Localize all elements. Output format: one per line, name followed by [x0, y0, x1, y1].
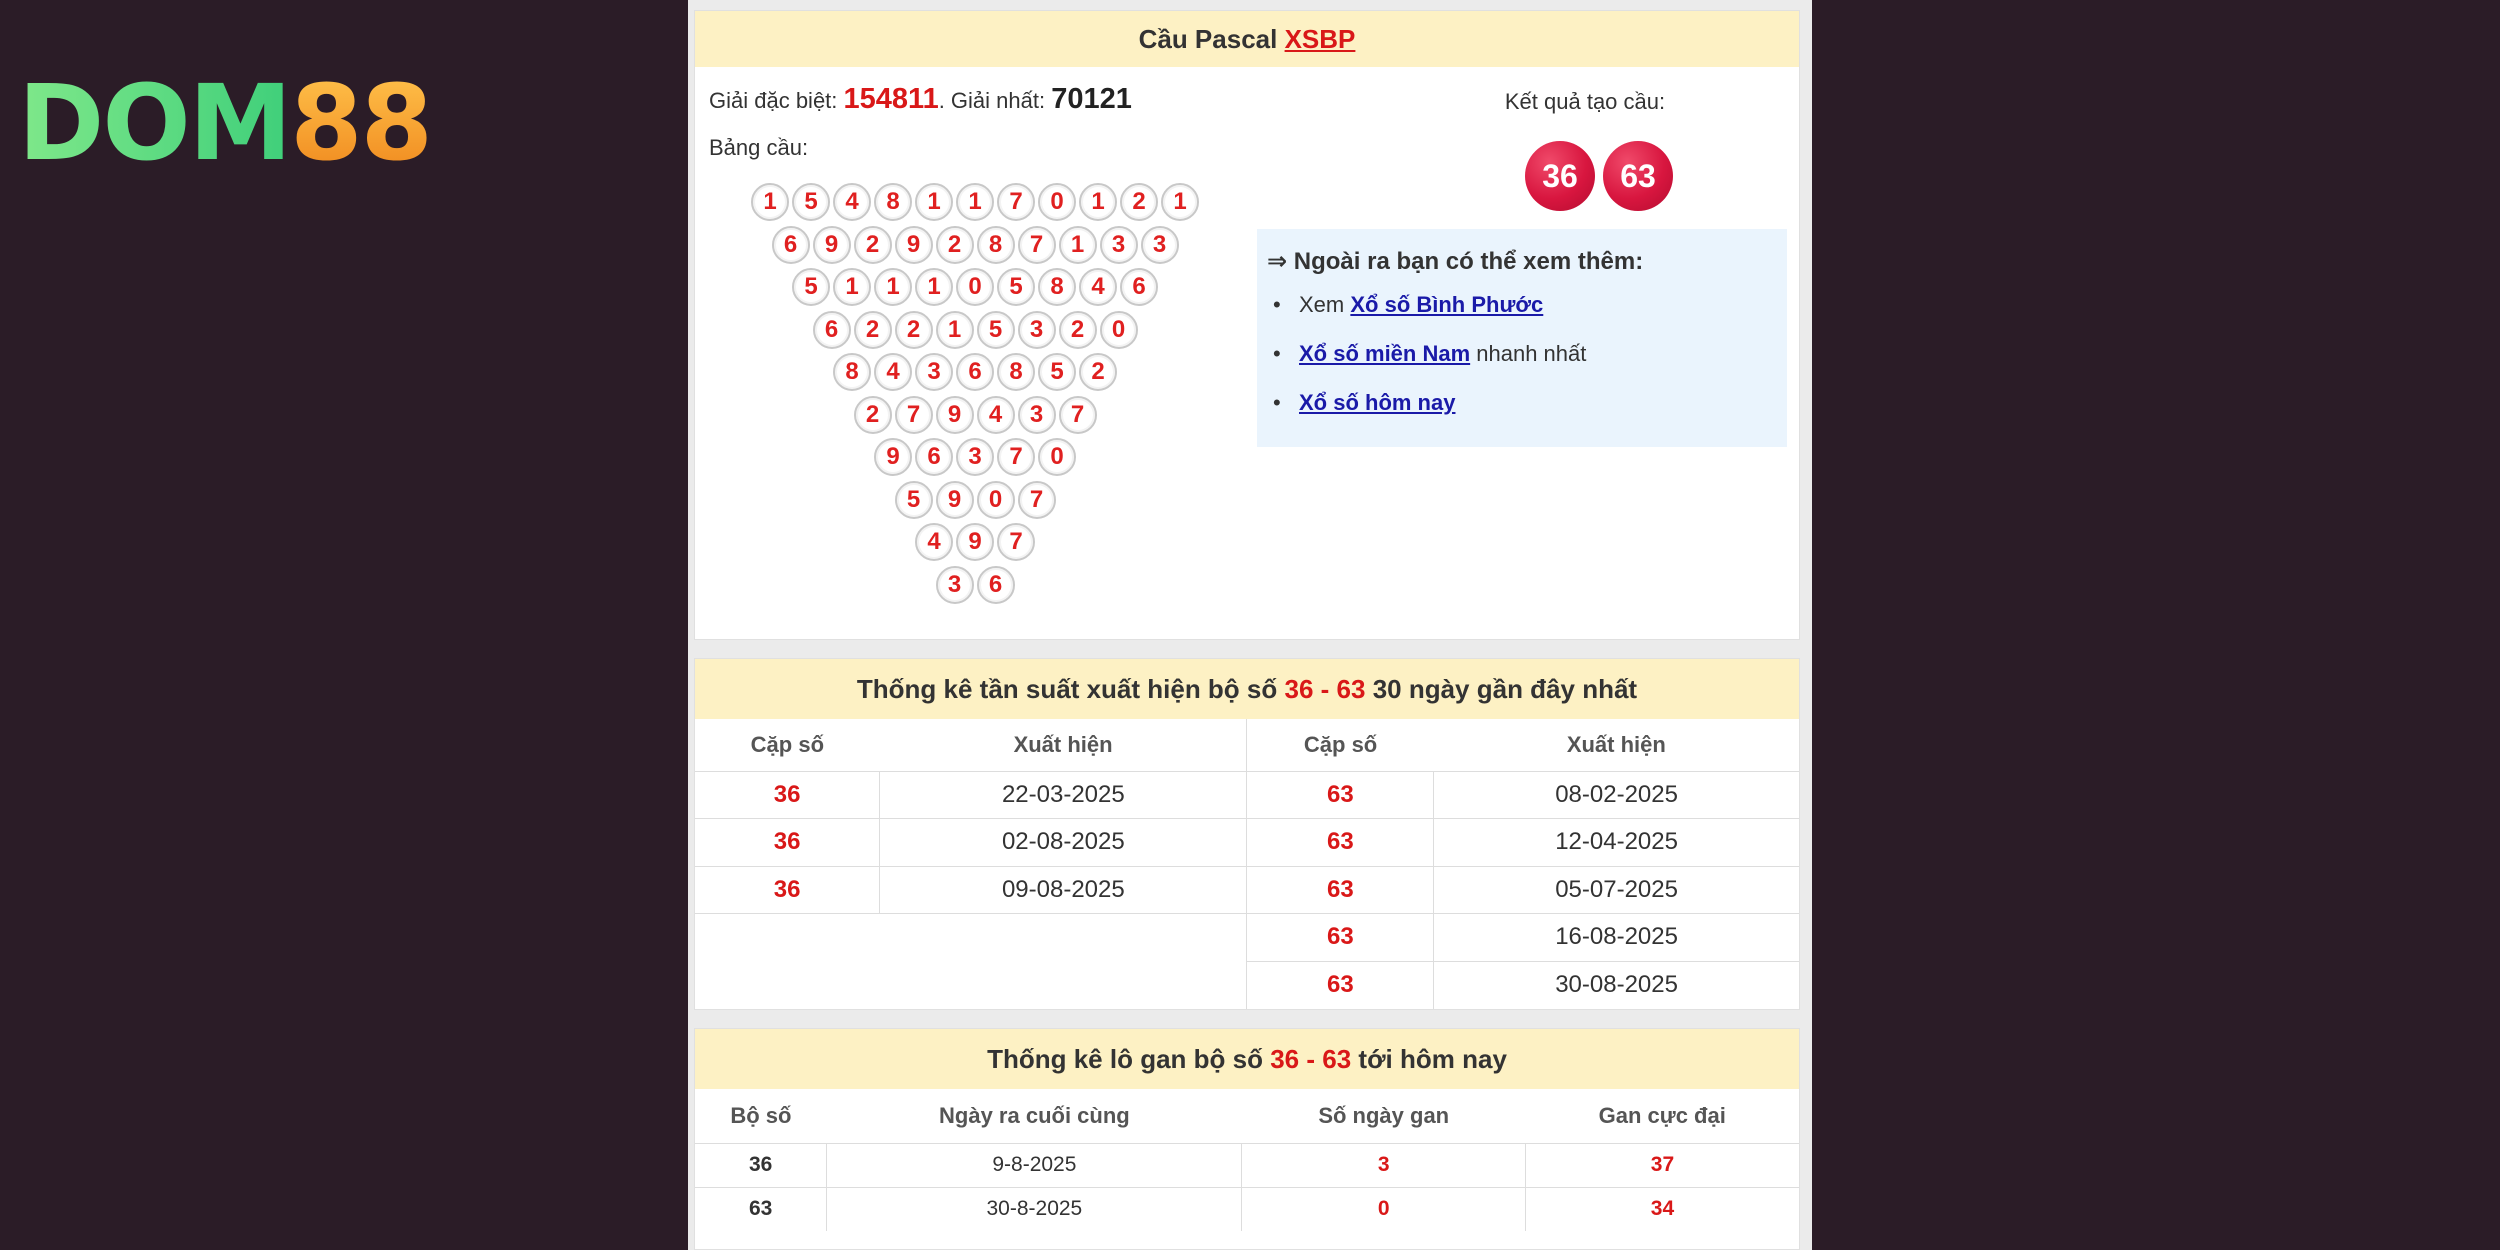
lo-gan-title: [695, 1029, 1799, 1089]
col-pair-right: Cặp số: [1247, 719, 1434, 771]
pyramid-digit: 5: [977, 311, 1015, 349]
pyramid-digit: 8: [874, 183, 912, 221]
link-hom-nay[interactable]: Xổ số hôm nay: [1299, 390, 1456, 415]
dom88-logo[interactable]: [18, 62, 431, 184]
pyramid-digit: 2: [1079, 353, 1117, 391]
see-more-item: [1267, 388, 1777, 437]
pyramid-digit: 7: [1018, 481, 1056, 519]
pascal-panel: [694, 10, 1800, 640]
frequency-header-row: [695, 719, 1799, 771]
pascal-title: [695, 11, 1799, 67]
pyramid-digit: 0: [1038, 183, 1076, 221]
pyramid-digit: 7: [997, 523, 1035, 561]
pyramid-row: [695, 226, 1255, 269]
bo-so-cell: 63: [748, 1197, 773, 1221]
lo-gan-table: [695, 1089, 1799, 1231]
pyramid-digit: 1: [915, 268, 953, 306]
content-column: [688, 0, 1812, 1250]
days-gan-cell: 0: [1242, 1187, 1525, 1231]
pair-cell: 63: [1247, 961, 1434, 1009]
pyramid-digit: 2: [936, 226, 974, 264]
pyramid-digit: 8: [833, 353, 871, 391]
see-more-title: ⇒ Ngoài ra bạn có thể xem thêm:: [1267, 248, 1644, 275]
frequency-panel: [694, 658, 1800, 1010]
pyramid-row: [695, 183, 1255, 226]
pyramid-row: [695, 481, 1255, 524]
pyramid-digit: 1: [915, 183, 953, 221]
result-label: Kết quả tạo cầu:: [1504, 89, 1666, 114]
pyramid-digit: 1: [1059, 226, 1097, 264]
days-gan-cell: 3: [1242, 1143, 1525, 1187]
pyramid-row: [695, 268, 1255, 311]
pyramid-digit: 2: [854, 226, 892, 264]
pyramid-digit: 2: [854, 396, 892, 434]
col-last-date: Ngày ra cuối cùng: [827, 1089, 1242, 1143]
pair-cell: 63: [1247, 771, 1434, 819]
pyramid-digit: 3: [915, 353, 953, 391]
pyramid-digit: 9: [936, 396, 974, 434]
pyramid-digit: 1: [1161, 183, 1199, 221]
pyramid-digit: 2: [1059, 311, 1097, 349]
pyramid-digit: 7: [1018, 226, 1056, 264]
pyramid-digit: 7: [997, 438, 1035, 476]
pyramid-digit: 4: [977, 396, 1015, 434]
see-more-item: [1267, 339, 1777, 388]
frequency-table: [695, 719, 1799, 1009]
date-cell: 12-04-2025: [1434, 819, 1799, 867]
pyramid-row: [695, 438, 1255, 481]
pyramid-digit: 3: [1100, 226, 1138, 264]
pyramid-digit: 9: [813, 226, 851, 264]
xsbp-link[interactable]: XSBP: [1284, 24, 1356, 54]
see-more-prefix: Xem: [1299, 292, 1351, 317]
pyramid-digit: 9: [874, 438, 912, 476]
lo-gan-title-suffix: tới hôm nay: [1358, 1044, 1507, 1074]
table-row: [695, 771, 1799, 819]
see-more-suffix: nhanh nhất: [1470, 341, 1587, 366]
pyramid-digit: 7: [895, 396, 933, 434]
table-row: [695, 1187, 1799, 1231]
pyramid-digit: 2: [895, 311, 933, 349]
date-cell: 08-02-2025: [1434, 771, 1799, 819]
date-cell: 30-08-2025: [1434, 961, 1799, 1009]
table-row: [695, 914, 1799, 962]
col-bo-so: Bộ số: [695, 1089, 827, 1143]
date-cell: 16-08-2025: [1434, 914, 1799, 962]
table-row: [695, 819, 1799, 867]
first-prize-label: . Giải nhất:: [938, 88, 1046, 113]
table-row: [695, 1143, 1799, 1187]
lo-gan-title-prefix: Thống kê lô gan bộ số: [987, 1044, 1263, 1074]
pascal-pyramid: [695, 183, 1255, 608]
pyramid-digit: 6: [813, 311, 851, 349]
result-balls: [1449, 141, 1749, 211]
pascal-table-label: Bảng cầu:: [709, 135, 809, 160]
pair-cell: 63: [1247, 914, 1434, 962]
pyramid-digit: 3: [956, 438, 994, 476]
pyramid-digit: 8: [1038, 268, 1076, 306]
pyramid-digit: 9: [936, 481, 974, 519]
logo-text-88: 88: [290, 62, 431, 184]
pyramid-row: [695, 311, 1255, 354]
pyramid-digit: 6: [1120, 268, 1158, 306]
frequency-title-suffix: 30 ngày gần đây nhất: [1372, 674, 1638, 704]
pyramid-digit: 5: [792, 183, 830, 221]
col-seen-right: Xuất hiện: [1434, 719, 1799, 771]
pyramid-digit: 2: [1120, 183, 1158, 221]
pyramid-digit: 1: [936, 311, 974, 349]
see-more-list: [1267, 290, 1777, 437]
pyramid-digit: 9: [956, 523, 994, 561]
col-days-gan: Số ngày gan: [1242, 1089, 1525, 1143]
pyramid-digit: 8: [977, 226, 1015, 264]
pascal-title-text: Cầu Pascal: [1138, 24, 1278, 54]
pyramid-digit: 6: [915, 438, 953, 476]
pyramid-digit: 6: [772, 226, 810, 264]
pyramid-digit: 1: [874, 268, 912, 306]
pyramid-digit: 1: [751, 183, 789, 221]
first-prize-value: 70121: [1051, 83, 1132, 115]
pyramid-row: [695, 523, 1255, 566]
pyramid-digit: 4: [874, 353, 912, 391]
pyramid-digit: 1: [833, 268, 871, 306]
pyramid-digit: 7: [1059, 396, 1097, 434]
date-cell: 05-07-2025: [1434, 866, 1799, 914]
pyramid-row: [695, 566, 1255, 609]
empty-cell: [695, 961, 1247, 1009]
pyramid-digit: 5: [997, 268, 1035, 306]
max-gan-cell: 34: [1525, 1187, 1799, 1231]
pyramid-digit: 3: [1018, 396, 1056, 434]
pyramid-digit: 6: [977, 566, 1015, 604]
pair-cell: 63: [1247, 866, 1434, 914]
see-more-box: [1257, 229, 1787, 447]
date-cell: 09-08-2025: [880, 866, 1247, 914]
lo-gan-title-pair: 36 - 63: [1270, 1044, 1352, 1074]
pyramid-digit: 5: [792, 268, 830, 306]
pyramid-digit: 9: [895, 226, 933, 264]
pyramid-row: [695, 353, 1255, 396]
logo-text-dom: DOM: [18, 62, 291, 184]
pair-cell: 36: [695, 771, 880, 819]
pyramid-digit: 0: [956, 268, 994, 306]
col-seen-left: Xuất hiện: [880, 719, 1247, 771]
result-ball: 36: [1525, 141, 1595, 211]
see-more-item: [1267, 290, 1777, 339]
frequency-title-pair: 36 - 63: [1284, 674, 1366, 704]
lo-gan-header-row: [695, 1089, 1799, 1143]
special-prize-label: Giải đặc biệt:: [709, 88, 838, 113]
empty-cell: [695, 914, 1247, 962]
last-date-cell: 30-8-2025: [827, 1187, 1242, 1231]
pyramid-digit: 1: [1079, 183, 1117, 221]
pyramid-digit: 4: [833, 183, 871, 221]
max-gan-cell: 37: [1525, 1143, 1799, 1187]
result-ball: 63: [1603, 141, 1673, 211]
prize-line: [709, 83, 1132, 116]
col-pair-left: Cặp số: [695, 719, 880, 771]
pyramid-digit: 4: [1079, 268, 1117, 306]
pair-cell: 63: [1247, 819, 1434, 867]
pair-cell: 36: [695, 866, 880, 914]
table-row: [695, 961, 1799, 1009]
pyramid-digit: 0: [1038, 438, 1076, 476]
pyramid-digit: 6: [956, 353, 994, 391]
date-cell: 02-08-2025: [880, 819, 1247, 867]
special-prize-value: 154811: [843, 83, 939, 115]
pyramid-digit: 3: [1018, 311, 1056, 349]
link-mien-nam[interactable]: Xổ số miền Nam: [1299, 341, 1471, 366]
table-row: [695, 866, 1799, 914]
frequency-title: [695, 659, 1799, 719]
pyramid-digit: 0: [977, 481, 1015, 519]
pyramid-digit: 4: [915, 523, 953, 561]
lo-gan-panel: [694, 1028, 1800, 1250]
pyramid-digit: 0: [1100, 311, 1138, 349]
date-cell: 22-03-2025: [880, 771, 1247, 819]
pyramid-digit: 8: [997, 353, 1035, 391]
pyramid-digit: 3: [936, 566, 974, 604]
pyramid-digit: 5: [1038, 353, 1076, 391]
link-binh-phuoc[interactable]: Xổ số Bình Phước: [1350, 292, 1544, 317]
pyramid-digit: 3: [1141, 226, 1179, 264]
bo-so-cell: 36: [695, 1143, 827, 1187]
frequency-title-prefix: Thống kê tần suất xuất hiện bộ số: [856, 674, 1278, 704]
pyramid-digit: 2: [854, 311, 892, 349]
pair-cell: 36: [695, 819, 880, 867]
pyramid-digit: 5: [895, 481, 933, 519]
pyramid-digit: 7: [997, 183, 1035, 221]
pyramid-row: [695, 396, 1255, 439]
pyramid-digit: 1: [956, 183, 994, 221]
col-max-gan: Gan cực đại: [1525, 1089, 1799, 1143]
last-date-cell: 9-8-2025: [827, 1143, 1242, 1187]
